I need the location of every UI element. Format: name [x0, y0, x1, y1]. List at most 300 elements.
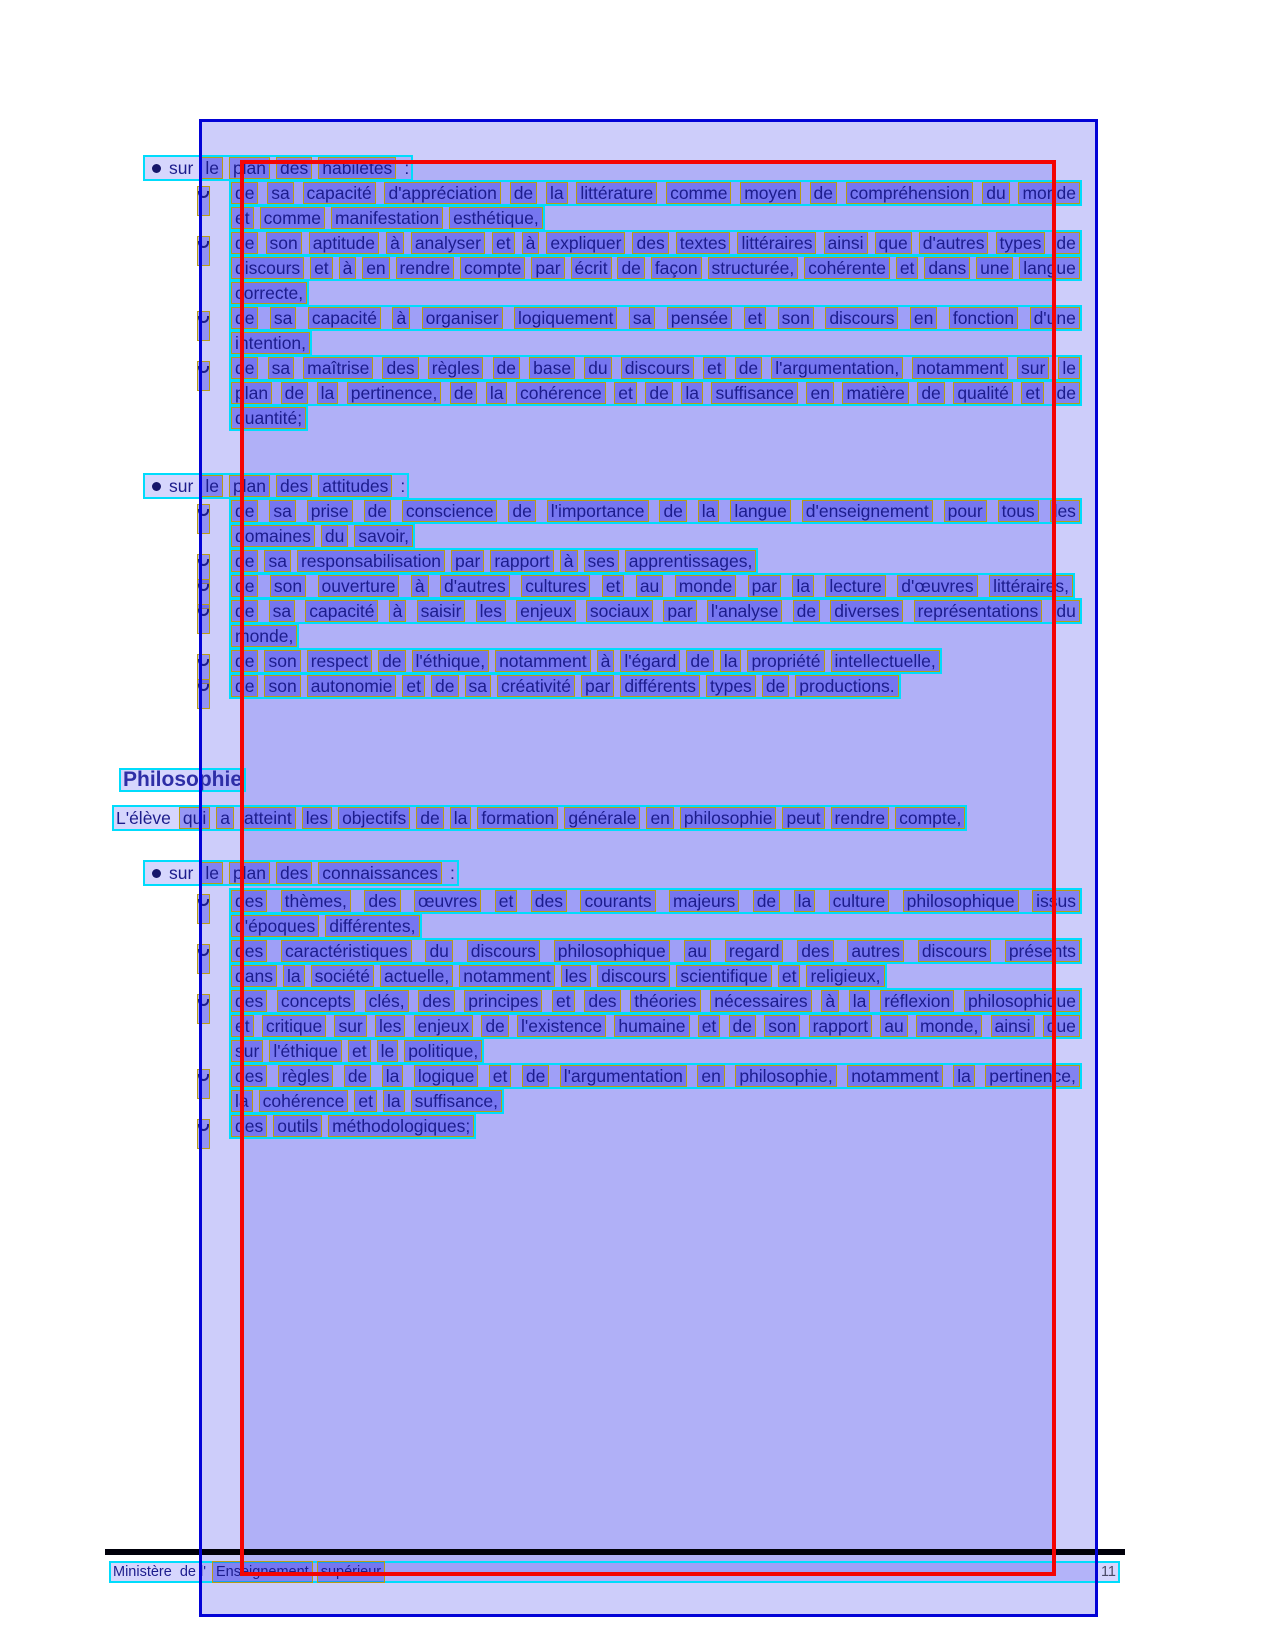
word-box: de	[231, 550, 258, 572]
word-box: regard	[725, 940, 784, 962]
word-box: règles	[428, 357, 484, 379]
word-box: et	[744, 307, 767, 329]
word-box: de	[686, 650, 713, 672]
word-box: sur	[334, 1015, 366, 1037]
word-box: l'argumentation,	[771, 357, 903, 379]
word-box: le	[201, 157, 223, 179]
word-box: son	[264, 675, 300, 697]
word-box: atteint	[240, 807, 296, 829]
word-box: pertinence,	[985, 1065, 1080, 1087]
word-box: et	[703, 357, 726, 379]
word-box: le	[377, 1040, 399, 1062]
word-plain: :	[404, 158, 410, 178]
word-box: thèmes,	[281, 890, 351, 912]
word-box: la	[698, 500, 720, 522]
word-box: des	[276, 862, 312, 884]
word-box: de	[378, 650, 405, 672]
word-box: que	[1043, 1015, 1080, 1037]
word-box: de	[659, 500, 686, 522]
word-box: le	[201, 862, 223, 884]
word-box: écrit	[571, 257, 612, 279]
word-box: des	[231, 940, 267, 962]
word-box: littéraires	[737, 232, 816, 254]
word-box: responsabilisation	[297, 550, 445, 572]
word-box: par	[748, 575, 781, 597]
word-box: une	[976, 257, 1013, 279]
word-box: de	[231, 232, 258, 254]
word-box: principes	[464, 990, 542, 1012]
word-box: la	[317, 382, 339, 404]
word-box: œuvres	[414, 890, 481, 912]
word-box: correcte,	[231, 282, 307, 304]
word-box: de	[231, 357, 258, 379]
word-box: créativité	[497, 675, 575, 697]
word-box: de	[281, 382, 308, 404]
word-box: notamment	[912, 357, 1008, 379]
word-box: la	[382, 1065, 404, 1087]
word-box: la	[953, 1065, 975, 1087]
word-box: philosophique	[903, 890, 1019, 912]
word-box: cohérence	[259, 1090, 349, 1112]
word-box: concepts	[277, 990, 355, 1012]
word-box: expliquer	[546, 232, 625, 254]
word-box: conscience	[402, 500, 498, 522]
word-box: de	[762, 675, 789, 697]
word-box: ses	[584, 550, 619, 572]
word-box: à	[392, 307, 410, 329]
word-box: de	[735, 357, 762, 379]
word-box: tous	[998, 500, 1039, 522]
word-box: rendre	[831, 807, 890, 829]
word-box: par	[451, 550, 484, 572]
word-box: de	[364, 500, 391, 522]
word-box: respect	[307, 650, 372, 672]
word-box: de	[617, 257, 644, 279]
word-box: notamment	[459, 965, 555, 987]
word-box: du	[982, 182, 1009, 204]
word-box: au	[684, 940, 711, 962]
word-box: d'autres	[440, 575, 510, 597]
word-plain: sur	[169, 158, 194, 178]
word-box: manifestation	[331, 207, 443, 229]
word-box: la	[792, 575, 814, 597]
word-box: culture	[829, 890, 890, 912]
word-box: notamment	[495, 650, 591, 672]
word-box: compte,	[895, 807, 965, 829]
word-box: d'œuvres	[897, 575, 977, 597]
word-box: structurée,	[708, 257, 799, 279]
word-box: compréhension	[846, 182, 974, 204]
word-box: suffisance,	[411, 1090, 502, 1112]
word-box: la	[720, 650, 742, 672]
word-box: ainsi	[824, 232, 868, 254]
word-box: logique	[414, 1065, 478, 1087]
word-box: de	[231, 182, 258, 204]
word-box: l'existence	[517, 1015, 606, 1037]
word-box: suffisance	[711, 382, 797, 404]
word-box: intention,	[231, 332, 310, 354]
word-box: des	[231, 1065, 267, 1087]
word-box: littéraires,	[989, 575, 1073, 597]
word-box: de	[231, 500, 258, 522]
word-box: du	[1052, 600, 1079, 622]
word-box: du	[425, 940, 452, 962]
word-box: capacité	[308, 307, 381, 329]
word-box: à	[821, 990, 839, 1012]
word-box: représentations	[914, 600, 1043, 622]
word-box: la	[486, 382, 508, 404]
word-box: fonction	[949, 307, 1018, 329]
word-box: son	[778, 307, 814, 329]
word-box: et	[489, 1065, 512, 1087]
word-box: et	[231, 1015, 254, 1037]
word-box: son	[270, 575, 306, 597]
word-box: intellectuelle,	[831, 650, 940, 672]
word-box: peut	[782, 807, 824, 829]
word-box: a	[216, 807, 234, 829]
word-box: la	[383, 1090, 405, 1112]
word-box: diverses	[830, 600, 903, 622]
word-box: de	[231, 675, 258, 697]
word-box: et	[348, 1040, 371, 1062]
word-box: majeurs	[669, 890, 739, 912]
word-box: des	[231, 890, 267, 912]
word-box: domaines	[231, 525, 315, 547]
word-box: en	[806, 382, 833, 404]
word-box: les	[561, 965, 591, 987]
word-box: pertinence,	[347, 382, 442, 404]
word-box: les	[1050, 500, 1080, 522]
word-plain: sur	[169, 863, 194, 883]
word-box: par	[663, 600, 696, 622]
word-box: règles	[278, 1065, 334, 1087]
word-plain: sur	[169, 476, 194, 496]
word-box: au	[880, 1015, 907, 1037]
word-box: de	[729, 1015, 756, 1037]
word-box: la	[849, 990, 871, 1012]
word-box: la	[681, 382, 703, 404]
word-box: littérature	[576, 182, 657, 204]
word-box: aptitude	[309, 232, 379, 254]
word-box: sur	[1017, 357, 1049, 379]
word-box: supérieur	[317, 1561, 385, 1583]
word-box: de	[450, 382, 477, 404]
word-box: et	[602, 575, 625, 597]
word-box: langue	[730, 500, 791, 522]
word-box: dans	[231, 965, 277, 987]
bullet-dot-icon	[152, 482, 161, 491]
word-box: actuelle,	[380, 965, 453, 987]
word-box: sociaux	[586, 600, 653, 622]
word-box: à	[597, 650, 615, 672]
word-box: autres	[847, 940, 904, 962]
word-box: l'analyse	[707, 600, 783, 622]
word-box: organiser	[422, 307, 503, 329]
word-box: politique,	[404, 1040, 482, 1062]
word-box: enjeux	[414, 1015, 474, 1037]
word-box: en	[362, 257, 389, 279]
word-box: à	[411, 575, 429, 597]
word-box: des	[797, 940, 833, 962]
word-box: compte	[460, 257, 525, 279]
word-box: et	[231, 207, 254, 229]
word-box: des	[418, 990, 454, 1012]
word-box: d'une	[1030, 307, 1080, 329]
word-box: cultures	[521, 575, 590, 597]
word-box: discours	[621, 357, 694, 379]
word-box: réflexion	[880, 990, 954, 1012]
word-box: de	[793, 600, 820, 622]
word-box: sa	[270, 307, 296, 329]
word-box: prise	[307, 500, 353, 522]
word-box: de	[344, 1065, 371, 1087]
word-box: qui	[179, 807, 210, 829]
word-box: présents	[1005, 940, 1080, 962]
word-box: logiquement	[514, 307, 617, 329]
word-box: textes	[676, 232, 731, 254]
word-box: d'enseignement	[802, 500, 933, 522]
word-box: de	[508, 500, 535, 522]
word-box: rapport	[809, 1015, 872, 1037]
word-box: sa	[629, 307, 655, 329]
word-box: les	[375, 1015, 405, 1037]
word-box: sa	[268, 357, 294, 379]
word-box: des	[231, 990, 267, 1012]
word-box: comme	[666, 182, 731, 204]
word-plain: L'élève	[116, 808, 171, 828]
word-box: le	[1058, 357, 1080, 379]
word-box: de	[481, 1015, 508, 1037]
word-box: de	[431, 675, 458, 697]
word-box: notamment	[847, 1065, 943, 1087]
word-box: de	[917, 382, 944, 404]
word-box: des	[632, 232, 668, 254]
word-box: base	[529, 357, 575, 379]
word-box: générale	[564, 807, 640, 829]
word-box: caractéristiques	[281, 940, 412, 962]
word-box: enjeux	[516, 600, 576, 622]
word-box: la	[283, 965, 305, 987]
word-box: apprentissages,	[625, 550, 757, 572]
word-box: de	[231, 650, 258, 672]
word-box: société	[311, 965, 374, 987]
word-box: outils	[273, 1115, 322, 1137]
word-box: de	[231, 307, 258, 329]
word-box: à	[339, 257, 357, 279]
word-box: nécessaires	[710, 990, 811, 1012]
word-box: discours	[231, 257, 304, 279]
word-box: plan	[229, 862, 270, 884]
word-box: maîtrise	[303, 357, 373, 379]
word-box: du	[584, 357, 611, 379]
word-box: que	[875, 232, 912, 254]
word-box: d'appréciation	[384, 182, 500, 204]
word-plain: 11	[1100, 1564, 1116, 1580]
word-box: de	[510, 182, 537, 204]
word-box: de	[1052, 232, 1079, 254]
word-box: monde	[1018, 182, 1080, 204]
word-box: cohérence	[516, 382, 606, 404]
word-box: de	[416, 807, 443, 829]
word-box: son	[264, 650, 300, 672]
word-box: l'égard	[620, 650, 680, 672]
word-box: rapport	[490, 550, 553, 572]
word-box: discours	[918, 940, 991, 962]
word-box: pour	[944, 500, 987, 522]
word-box: sur	[231, 1040, 263, 1062]
word-box: et	[495, 890, 518, 912]
word-box: à	[386, 232, 404, 254]
word-box: d'époques	[231, 915, 319, 937]
word-box: l'argumentation	[560, 1065, 687, 1087]
word-box: monde,	[916, 1015, 982, 1037]
word-box: de	[522, 1065, 549, 1087]
word-box: et	[402, 675, 425, 697]
word-box: la	[231, 1090, 253, 1112]
word-box: plan	[231, 382, 272, 404]
word-box: à	[522, 232, 540, 254]
word-box: l'éthique,	[412, 650, 490, 672]
bullet-dot-icon	[152, 164, 161, 173]
word-box: de	[645, 382, 672, 404]
word-box: différentes,	[325, 915, 419, 937]
word-plain: Philosophie	[123, 768, 243, 791]
word-box: à	[560, 550, 578, 572]
word-box: types	[706, 675, 756, 697]
word-box: de	[810, 182, 837, 204]
word-box: sa	[269, 500, 295, 522]
word-box: les	[476, 600, 506, 622]
word-box: cohérente	[804, 257, 890, 279]
word-box: religieux,	[806, 965, 884, 987]
word-box: objectifs	[338, 807, 410, 829]
word-box: langue	[1019, 257, 1080, 279]
word-box: et	[310, 257, 333, 279]
word-box: quantité;	[231, 407, 306, 429]
word-box: pensée	[667, 307, 732, 329]
word-box: le	[201, 475, 223, 497]
word-plain: de l'	[179, 1564, 206, 1580]
word-box: théories	[630, 990, 700, 1012]
word-box: comme	[260, 207, 325, 229]
word-box: de	[753, 890, 780, 912]
word-box: sa	[269, 600, 295, 622]
word-box: qualité	[953, 382, 1013, 404]
word-box: discours	[597, 965, 670, 987]
word-box: esthétique,	[449, 207, 543, 229]
word-box: productions.	[795, 675, 898, 697]
word-box: à	[389, 600, 407, 622]
word-box: savoir,	[354, 525, 413, 547]
word-box: de	[493, 357, 520, 379]
word-box: capacité	[303, 182, 376, 204]
word-box: des	[364, 890, 400, 912]
word-box: formation	[477, 807, 558, 829]
word-box: discours	[467, 940, 540, 962]
word-box: en	[646, 807, 673, 829]
word-box: de	[231, 600, 258, 622]
word-box: philosophie,	[735, 1065, 836, 1087]
word-box: propriété	[747, 650, 824, 672]
word-box: son	[764, 1015, 800, 1037]
word-box: des	[584, 990, 620, 1012]
word-box: la	[546, 182, 568, 204]
word-box: humaine	[614, 1015, 689, 1037]
word-box: la	[450, 807, 472, 829]
word-box: des	[276, 475, 312, 497]
word-box: au	[636, 575, 663, 597]
word-box: plan	[229, 157, 270, 179]
word-box: ainsi	[991, 1015, 1035, 1037]
word-box: philosophie	[680, 807, 777, 829]
word-box: de	[231, 575, 258, 597]
word-box: différents	[620, 675, 700, 697]
word-box: son	[266, 232, 302, 254]
word-box: et	[896, 257, 919, 279]
word-box: la	[794, 890, 816, 912]
word-box: courants	[580, 890, 655, 912]
word-box: et	[1021, 382, 1044, 404]
word-box: par	[581, 675, 614, 697]
bullet-dot-icon	[152, 869, 161, 878]
word-box: et	[778, 965, 801, 987]
word-box: Enseignement	[212, 1561, 313, 1583]
word-box: les	[302, 807, 332, 829]
word-box: plan	[229, 475, 270, 497]
word-box: l'importance	[547, 500, 649, 522]
word-box: matière	[842, 382, 908, 404]
word-box: et	[614, 382, 637, 404]
word-box: des	[531, 890, 567, 912]
word-box: d'autres	[919, 232, 989, 254]
word-box: saisir	[417, 600, 466, 622]
word-box: philosophique	[554, 940, 670, 962]
word-box: issus	[1032, 890, 1080, 912]
word-box: et	[552, 990, 575, 1012]
word-box: et	[354, 1090, 377, 1112]
word-box: en	[910, 307, 937, 329]
word-box: sa	[267, 182, 293, 204]
word-box: et	[492, 232, 515, 254]
word-box: clés,	[365, 990, 409, 1012]
word-plain: :	[450, 863, 455, 883]
word-box: dans	[924, 257, 970, 279]
word-box: critique	[262, 1015, 326, 1037]
word-plain: :	[400, 476, 406, 496]
word-plain: Ministère	[113, 1564, 172, 1580]
word-box: attitudes	[318, 475, 392, 497]
word-box: méthodologiques;	[328, 1115, 474, 1137]
word-box: philosophique	[964, 990, 1080, 1012]
word-box: et	[698, 1015, 721, 1037]
word-box: rendre	[396, 257, 455, 279]
word-box: analyser	[411, 232, 485, 254]
word-box: sa	[264, 550, 290, 572]
word-box: façon	[651, 257, 702, 279]
word-box: moyen	[740, 182, 801, 204]
word-box: des	[276, 157, 312, 179]
region-overlay-border	[240, 160, 1056, 1576]
word-box: scientifique	[676, 965, 772, 987]
word-box: lecture	[825, 575, 886, 597]
word-box: du	[321, 525, 348, 547]
word-box: monde,	[231, 625, 297, 647]
word-box: des	[382, 357, 418, 379]
word-box: discours	[825, 307, 898, 329]
word-box: monde	[675, 575, 737, 597]
word-box: types	[996, 232, 1046, 254]
word-box: connaissances	[318, 862, 442, 884]
